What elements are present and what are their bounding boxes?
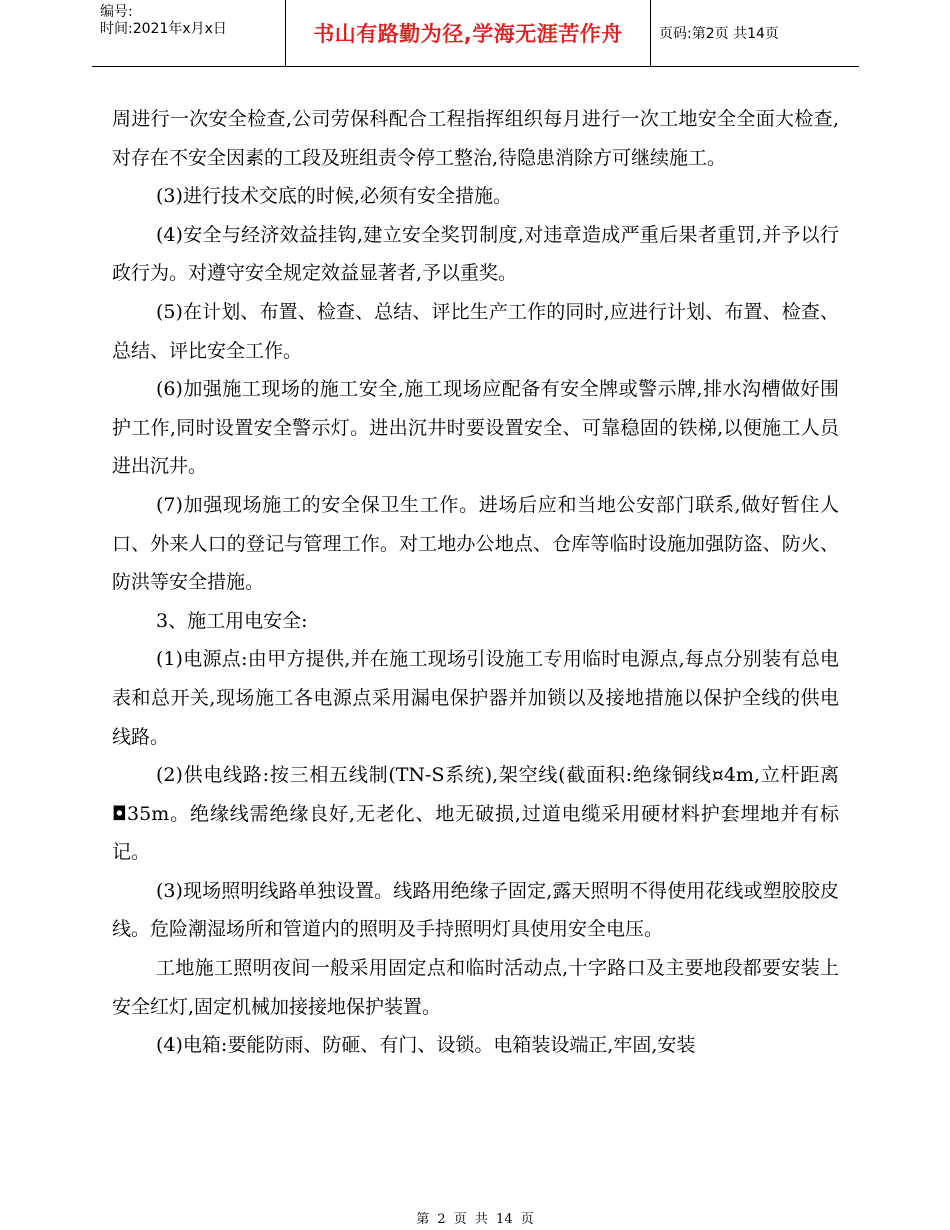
paragraph: (3)现场照明线路单独设置。线路用绝缘子固定,露天照明不得使用花线或塑胶胶皮线。危险潮湿场所和管道内的照明及手持照明灯具使用安全电压。	[112, 879, 839, 941]
section-heading: 3、施工用电安全:	[156, 609, 308, 632]
number-label: 编号:	[100, 4, 133, 20]
paragraph: (6)加强施工现场的施工安全,施工现场应配备有安全牌或警示牌,排水沟槽做好围护工作,同时设置安全警示灯。进出沉井时要设置安全、可靠稳固的铁梯,以便施工人员进出沉井。	[112, 378, 839, 478]
page-header	[92, 0, 859, 67]
document-body	[112, 100, 839, 1065]
paragraph: (7)加强现场施工的安全保卫生工作。进场后应和当地公安部门联系,做好暂住人口、外来人口的登记与管理工作。对工地办公地点、仓库等临时设施加强防盗、防火、防洪等安全措施。	[112, 493, 839, 594]
motto-text: 书山有路勤为径,学海无涯苦作舟	[286, 0, 651, 66]
header-meta	[92, 0, 286, 66]
paragraph: (2)供电线路:按三相五线制(TN-S系统),架空线(截面积:绝缘铜线¤4m,立杆距离◘35m。绝缘线需绝缘良好,无老化、地无破损,过道电缆采用硬材料护套埋地并有标记。	[112, 764, 839, 864]
paragraph: (3)进行技术交底的时候,必须有安全措施。	[156, 185, 512, 208]
page-footer: 第 2 页 共 14 页	[416, 1212, 534, 1227]
paragraph: (4)电箱:要能防雨、防砸、有门、设锁。电箱装设端正,牢固,安装	[156, 1034, 696, 1057]
page-info: 页码:第2页 共14页	[659, 26, 779, 42]
paragraph: 工地施工照明夜间一般采用固定点和临时活动点,十字路口及主要地段都要安装上安全红灯,固定机械加接接地保护装置。	[112, 957, 839, 1018]
date-label: 时间:2021年x月x日	[100, 21, 227, 37]
paragraph: (1)电源点:由甲方提供,并在施工现场引设施工专用临时电源点,每点分别装有总电表和总开关,现场施工各电源点采用漏电保护器并加锁以及接地措施以保护全线的供电线路。	[112, 648, 839, 748]
paragraph: 周进行一次安全检查,公司劳保科配合工程指挥组织每月进行一次工地安全全面大检查,对存在不安全因素的工段及班组责令停工整治,待隐患消除方可继续施工。	[112, 108, 839, 169]
paragraph: (4)安全与经济效益挂钩,建立安全奖罚制度,对违章造成严重后果者重罚,并予以行政行为。对遵守安全规定效益显著者,予以重奖。	[112, 223, 839, 285]
paragraph: (5)在计划、布置、检查、总结、评比生产工作的同时,应进行计划、布置、检查、总结、评比安全工作。	[112, 300, 839, 362]
